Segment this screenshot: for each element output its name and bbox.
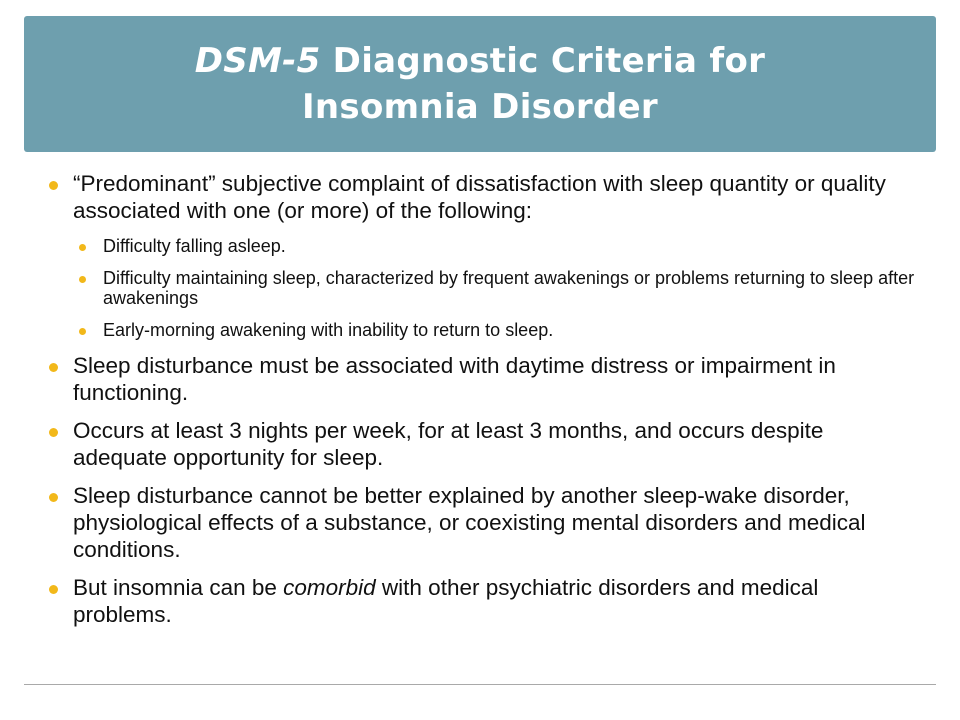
- criteria-list: [48, 170, 918, 639]
- bullet-not-better-explained: Sleep disturbance cannot be better explained by another sleep-wake disorder, physiological effects of a substance, or coexisting mental disorders and medical conditions.: [48, 482, 918, 563]
- subbullet-difficulty-maintaining-sleep: Difficulty maintaining sleep, characterized by frequent awakenings or problems returning to sleep after awakenings: [79, 268, 918, 308]
- title-line2: Insomnia Disorder: [301, 87, 658, 127]
- comorbid-italic: comorbid: [283, 575, 376, 600]
- title-dsm5: DSM-5: [194, 41, 321, 81]
- bullet-frequency-duration: Occurs at least 3 nights per week, for at least 3 months, and occurs despite adequate opportunity for sleep.: [48, 417, 918, 471]
- slide-title: [195, 38, 766, 130]
- comorbid-text-after: with other psychiatric disorders and medical problems.: [73, 575, 819, 627]
- title-line1-rest: Diagnostic Criteria for: [320, 41, 766, 81]
- comorbid-text-before: But insomnia can be: [73, 575, 284, 600]
- bullet-text: “Predominant” subjective complaint of dissatisfaction with sleep quantity or quality associated with one (or more) of the following:: [73, 171, 886, 223]
- bullet-daytime-distress: Sleep disturbance must be associated with daytime distress or impairment in functioning.: [48, 352, 918, 406]
- sub-criteria-list: [73, 236, 918, 340]
- title-band: [24, 16, 936, 152]
- bullet-comorbidity: [48, 574, 918, 628]
- subbullet-early-morning-awakening: Early-morning awakening with inability to return to sleep.: [79, 320, 918, 340]
- subbullet-difficulty-falling-asleep: Difficulty falling asleep.: [79, 236, 918, 256]
- bullet-predominant-complaint: [48, 170, 918, 340]
- bottom-divider: [24, 684, 936, 685]
